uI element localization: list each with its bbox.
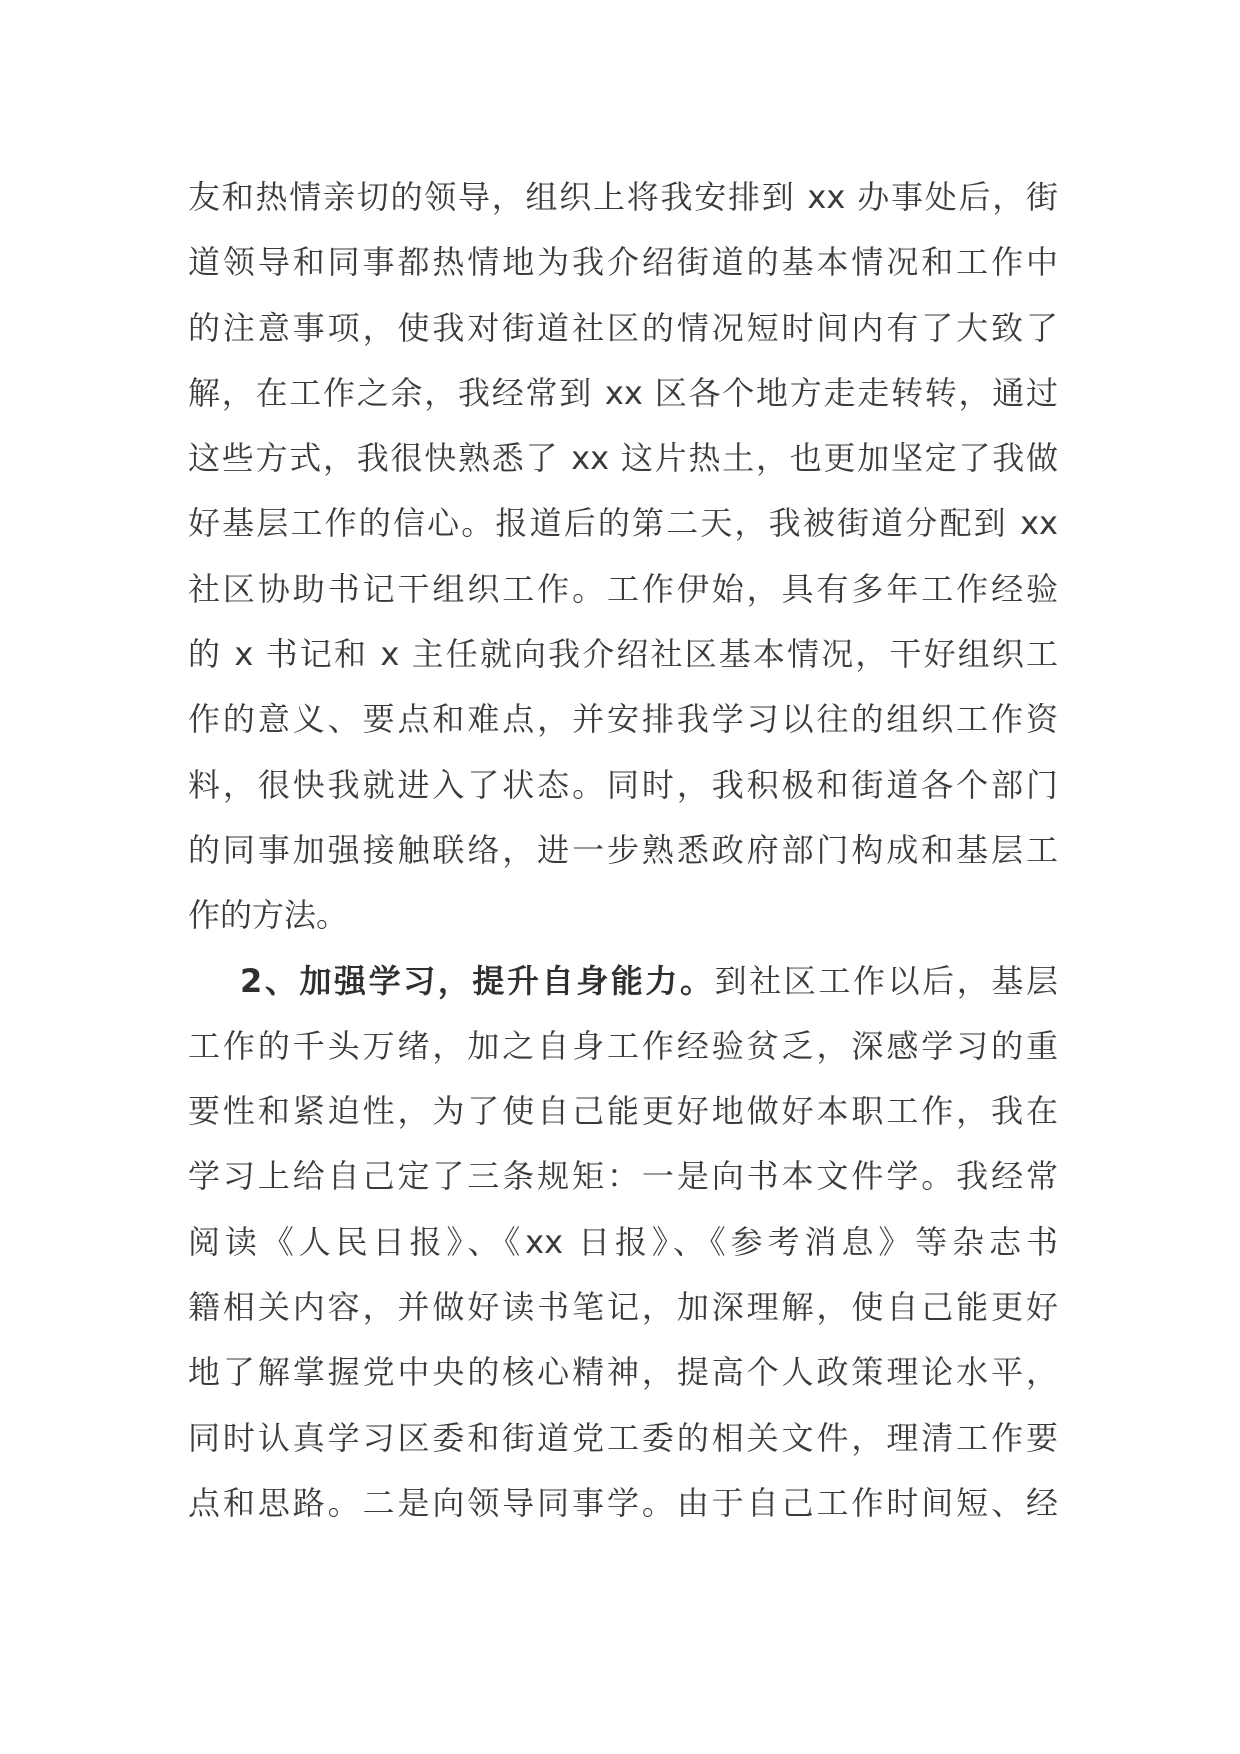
text-line: 要性和紧迫性，为了使自己能更好地做好本职工作，我在	[188, 1092, 1058, 1131]
text-line: 籍相关内容，并做好读书笔记，加深理解，使自己能更好	[188, 1288, 1058, 1327]
section-heading: 2、加强学习，提升自身能力。	[240, 961, 715, 1000]
text-line: 的 x 书记和 x 主任就向我介绍社区基本情况，干好组织工	[188, 635, 1058, 674]
text-line: 学习上给自己定了三条规矩：一是向书本文件学。我经常	[188, 1157, 1058, 1196]
text-line: 阅读《人民日报》、《xx 日报》、《参考消息》等杂志书	[188, 1222, 1058, 1261]
text-line: 社区协助书记干组织工作。工作伊始，具有多年工作经验	[188, 569, 1058, 608]
text-line: 的同事加强接触联络，进一步熟悉政府部门构成和基层工	[188, 830, 1058, 869]
paragraph-first-line	[188, 949, 1058, 1014]
text-line: 解，在工作之余，我经常到 xx 区各个地方走走转转，通过	[188, 373, 1058, 412]
text-line: 友和热情亲切的领导，组织上将我安排到 xx 办事处后，街	[188, 178, 1058, 216]
text-line: 地了解掌握党中央的核心精神，提高个人政策理论水平，	[188, 1353, 1058, 1392]
text-line: 料，很快我就进入了状态。同时，我积极和街道各个部门	[188, 765, 1058, 804]
text-line: 工作的千头万绪，加之自身工作经验贫乏，深感学习的重	[188, 1026, 1058, 1065]
paragraph-2	[188, 949, 1058, 1537]
text-line: 同时认真学习区委和街道党工委的相关文件，理清工作要	[188, 1418, 1058, 1457]
document-body	[188, 165, 1058, 1536]
text-line: 作的意义、要点和难点，并安排我学习以往的组织工作资	[188, 700, 1058, 739]
text-line: 这些方式，我很快熟悉了 xx 这片热土，也更加坚定了我做	[188, 439, 1058, 478]
paragraph-1	[188, 165, 1058, 949]
text-line: 的注意事项，使我对街道社区的情况短时间内有了大致了	[188, 308, 1058, 347]
text-line: 点和思路。二是向领导同事学。由于自己工作时间短、经	[188, 1483, 1058, 1522]
text-run: 到社区工作以后，基层	[714, 961, 1058, 1000]
text-line: 作的方法。	[188, 896, 349, 935]
text-line: 好基层工作的信心。报道后的第二天，我被街道分配到 xx	[188, 504, 1058, 543]
text-line: 道领导和同事都热情地为我介绍街道的基本情况和工作中	[188, 243, 1058, 282]
